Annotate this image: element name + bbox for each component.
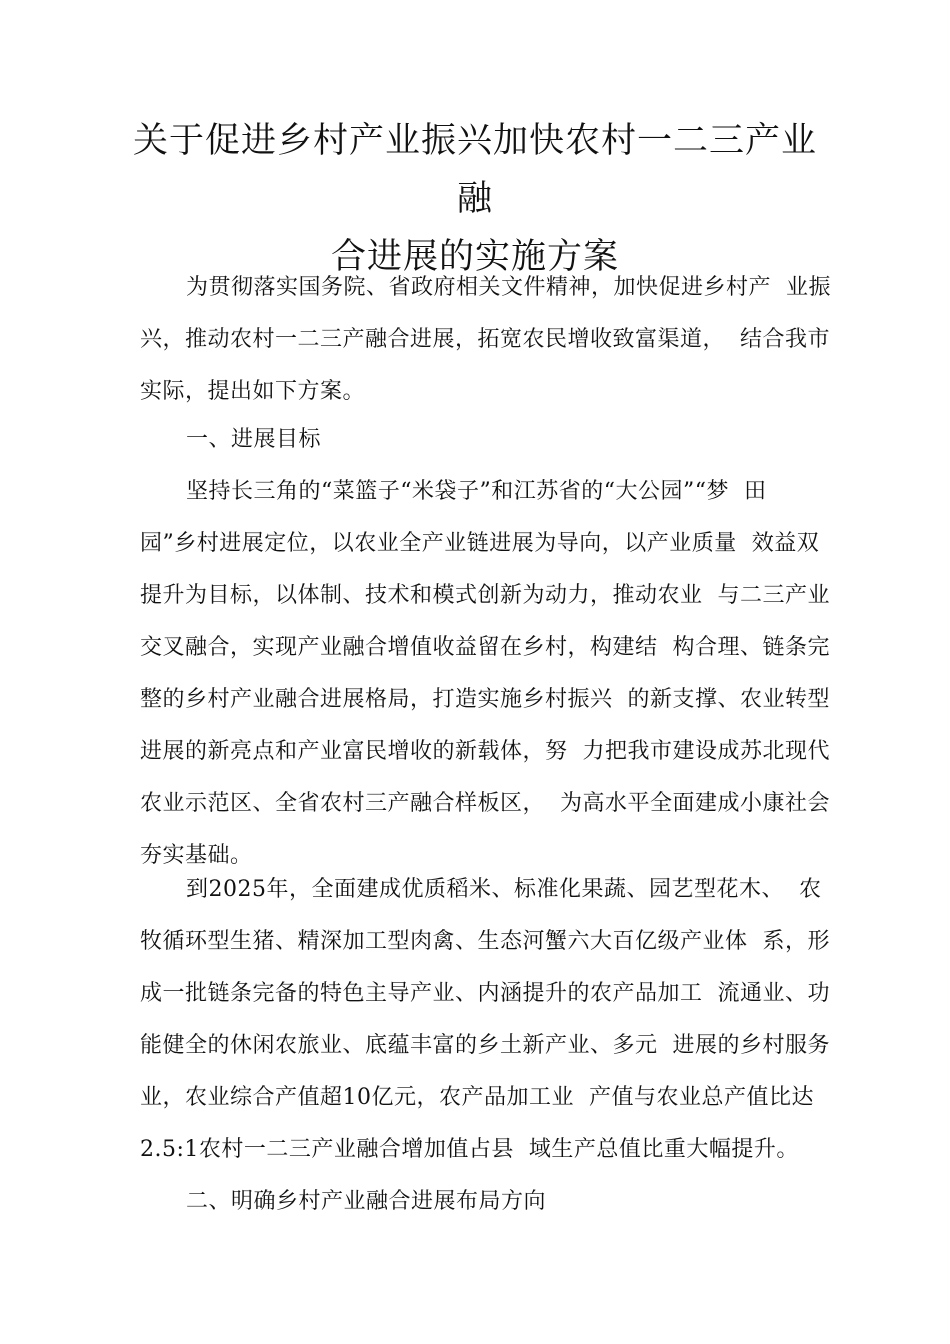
paragraph-line: 为贯彻落实国务院、省政府相关文件精神，加快促进乡村产 业振 — [186, 275, 831, 300]
section-heading-2 — [140, 1176, 830, 1228]
paragraph-line: 农业示范区、全省农村三产融合样板区， 为高水平全面建成小康社会 — [140, 791, 830, 816]
goal-paragraph — [140, 466, 830, 882]
paragraph-line: 2.5:1农村一二三产业融合增加值占县 域生产总值比重大幅提升。 — [140, 1137, 799, 1162]
intro-paragraph — [140, 262, 830, 418]
paragraph-line: 进展的新亮点和产业富民增收的新载体，努 力把我市建设成苏北现代 — [140, 739, 830, 764]
paragraph-line: 能健全的休闲农旅业、底蕴丰富的乡土新产业、多元 进展的乡村服务 — [140, 1033, 830, 1058]
section-heading-1 — [140, 414, 830, 466]
document-title — [130, 112, 820, 286]
title-line: 关于促进乡村产业振兴加快农村一二三产业融 — [132, 121, 817, 219]
paragraph-line: 整的乡村产业融合进展格局，打造实施乡村振兴 的新支撑、农业转型 — [140, 687, 830, 712]
paragraph-line: 业，农业综合产值超10亿元，农产品加工业 产值与农业总产值比达 — [140, 1085, 814, 1110]
paragraph-line: 坚持长三角的“菜篮子“米袋子”和江苏省的“大公园”“梦 田 — [186, 479, 767, 504]
paragraph-line: 夯实基础。 — [140, 843, 253, 868]
paragraph-line: 交叉融合，实现产业融合增值收益留在乡村，构建结 构合理、链条完 — [140, 635, 830, 660]
paragraph-line: 园”乡村进展定位，以农业全产业链进展为导向，以产业质量 效益双 — [140, 531, 820, 556]
section-heading: 二、明确乡村产业融合进展布局方向 — [186, 1189, 547, 1214]
section-heading: 一、进展目标 — [186, 427, 322, 452]
paragraph-line: 提升为目标，以体制、技术和模式创新为动力，推动农业 与二三产业 — [140, 583, 830, 608]
paragraph-line: 实际，提出如下方案。 — [140, 379, 366, 404]
paragraph-line: 牧循环型生猪、精深加工型肉禽、生态河蟹六大百亿级产业体 系，形 — [140, 929, 830, 954]
paragraph-line: 兴，推动农村一二三产融合进展，拓宽农民增收致富渠道， 结合我市 — [140, 327, 830, 352]
paragraph-line: 到2025年，全面建成优质稻米、标准化果蔬、园艺型花木、 农 — [186, 877, 822, 902]
paragraph-line: 成一批链条完备的特色主导产业、内涵提升的农产品加工 流通业、功 — [140, 981, 830, 1006]
target-paragraph — [140, 864, 830, 1176]
title-line: 合进展的实施方案 — [330, 237, 619, 277]
